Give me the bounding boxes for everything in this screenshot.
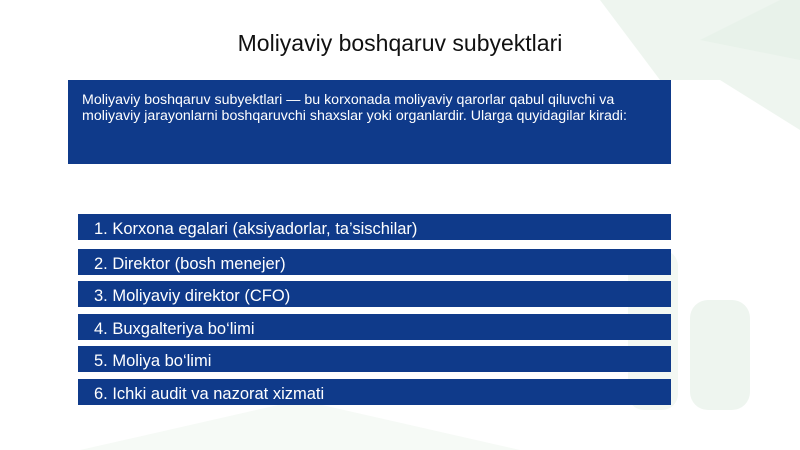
list-item: 2. Direktor (bosh menejer) bbox=[78, 249, 671, 275]
list-item: 1. Korxona egalari (aksiyadorlar, ta’sischilar) bbox=[78, 214, 671, 240]
decor-bottom-shape bbox=[80, 400, 520, 450]
list-item: 4. Buxgalteriya bo‘limi bbox=[78, 314, 671, 340]
list-item: 3. Moliyaviy direktor (CFO) bbox=[78, 281, 671, 307]
slide-title: Moliyaviy boshqaruv subyektlari bbox=[237, 30, 563, 56]
decor-block bbox=[690, 300, 750, 410]
list-item: 6. Ichki audit va nazorat xizmati bbox=[78, 379, 671, 405]
intro-box: Moliyaviy boshqaruv subyektlari — bu korxonada moliyaviy qarorlar qabul qiluvchi va moliyaviy jarayonlarni boshqaruvchi shaxslar yoki organlardir. Ularga quyidagilar kiradi: bbox=[68, 80, 671, 164]
list-item: 5. Moliya bo‘limi bbox=[78, 346, 671, 372]
